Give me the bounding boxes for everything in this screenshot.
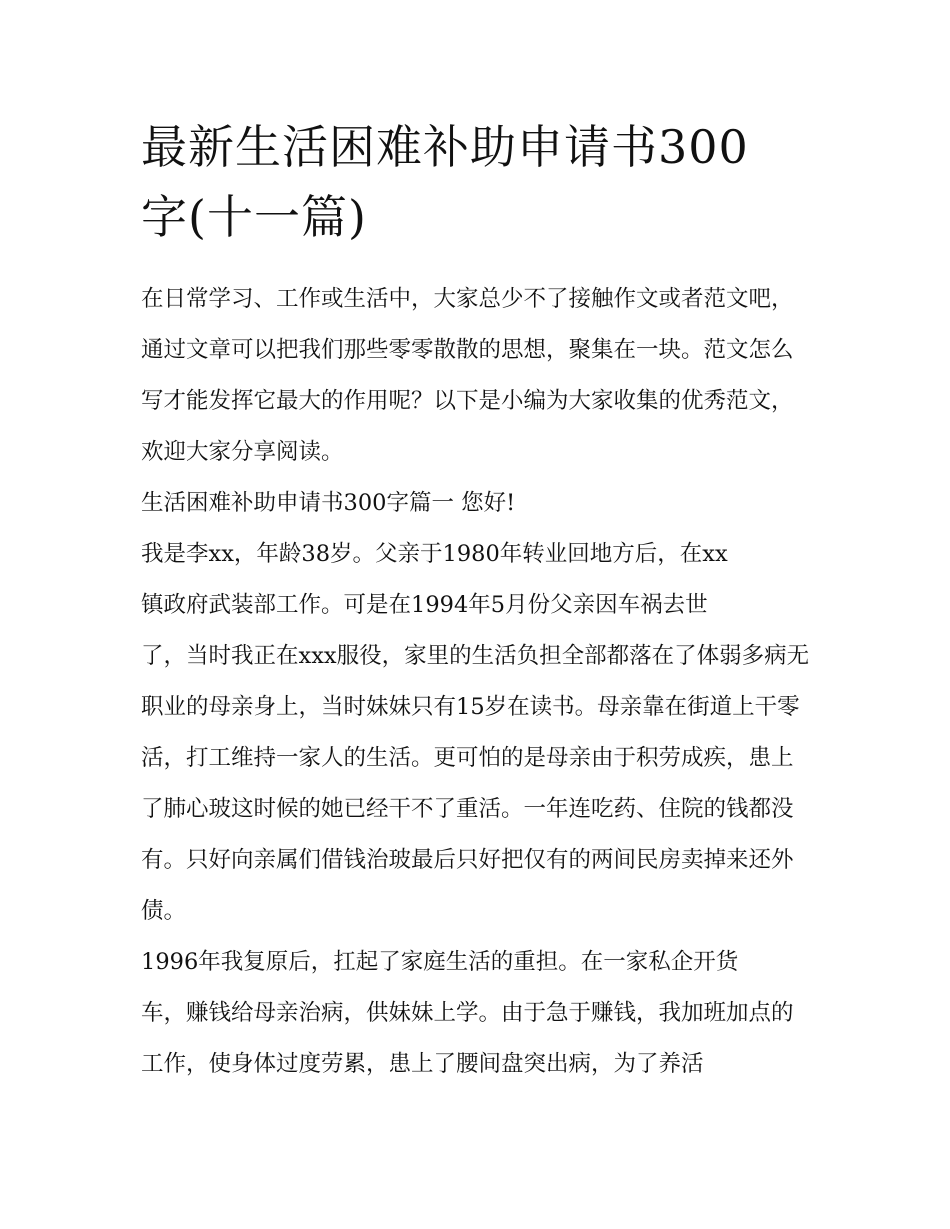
intro-paragraph: 在日常学习、工作或生活中，大家总少不了接触作文或者范文吧，通过文章可以把我们那些零零散散的思想，聚集在一块。范文怎么写才能发挥它最大的作用呢？以下是小编为大家收集的优秀范文，欢迎大家分享阅读。 — [141, 286, 794, 465]
body-paragraph: 我是李xx，年龄38岁。父亲于1980年转业回地方后，在xx — [141, 541, 728, 567]
body-paragraph: 镇政府武装部工作。可是在1994年5月份父亲因车祸去世 — [141, 592, 708, 618]
body-paragraph: 1996年我复原后，扛起了家庭生活的重担。在一家私企开货 — [141, 949, 739, 975]
body-paragraph: 车，赚钱给母亲治病，供妹妹上学。由于急于赚钱，我加班加点的工作，使身体过度劳累，患上了腰间盘突出病，为了养活 — [141, 1000, 794, 1077]
body-paragraph: 了，当时我正在xxx服役，家里的生活负担全部都落在了体弱多病无职业的母亲身上，当时妹妹只有15岁在读书。母亲靠在街道上干零活，打工维持一家人的生活。更可怕的是母亲由于积劳成疾，患上了肺心玻这时候的她已经干不了重活。一年连吃药、住院的钱都没有。只好向亲属们借钱治玻最后只好把仅有的两间民房卖掉来还外债。 — [141, 643, 810, 924]
title-line-2: 字(十一篇) — [141, 190, 367, 244]
section-heading: 生活困难补助申请书300字篇一 您好! — [141, 490, 516, 516]
title-line-1: 最新生活困难补助申请书300 — [141, 120, 749, 174]
document-title — [141, 112, 813, 252]
document-body — [141, 274, 813, 1090]
document-page — [141, 112, 813, 1090]
